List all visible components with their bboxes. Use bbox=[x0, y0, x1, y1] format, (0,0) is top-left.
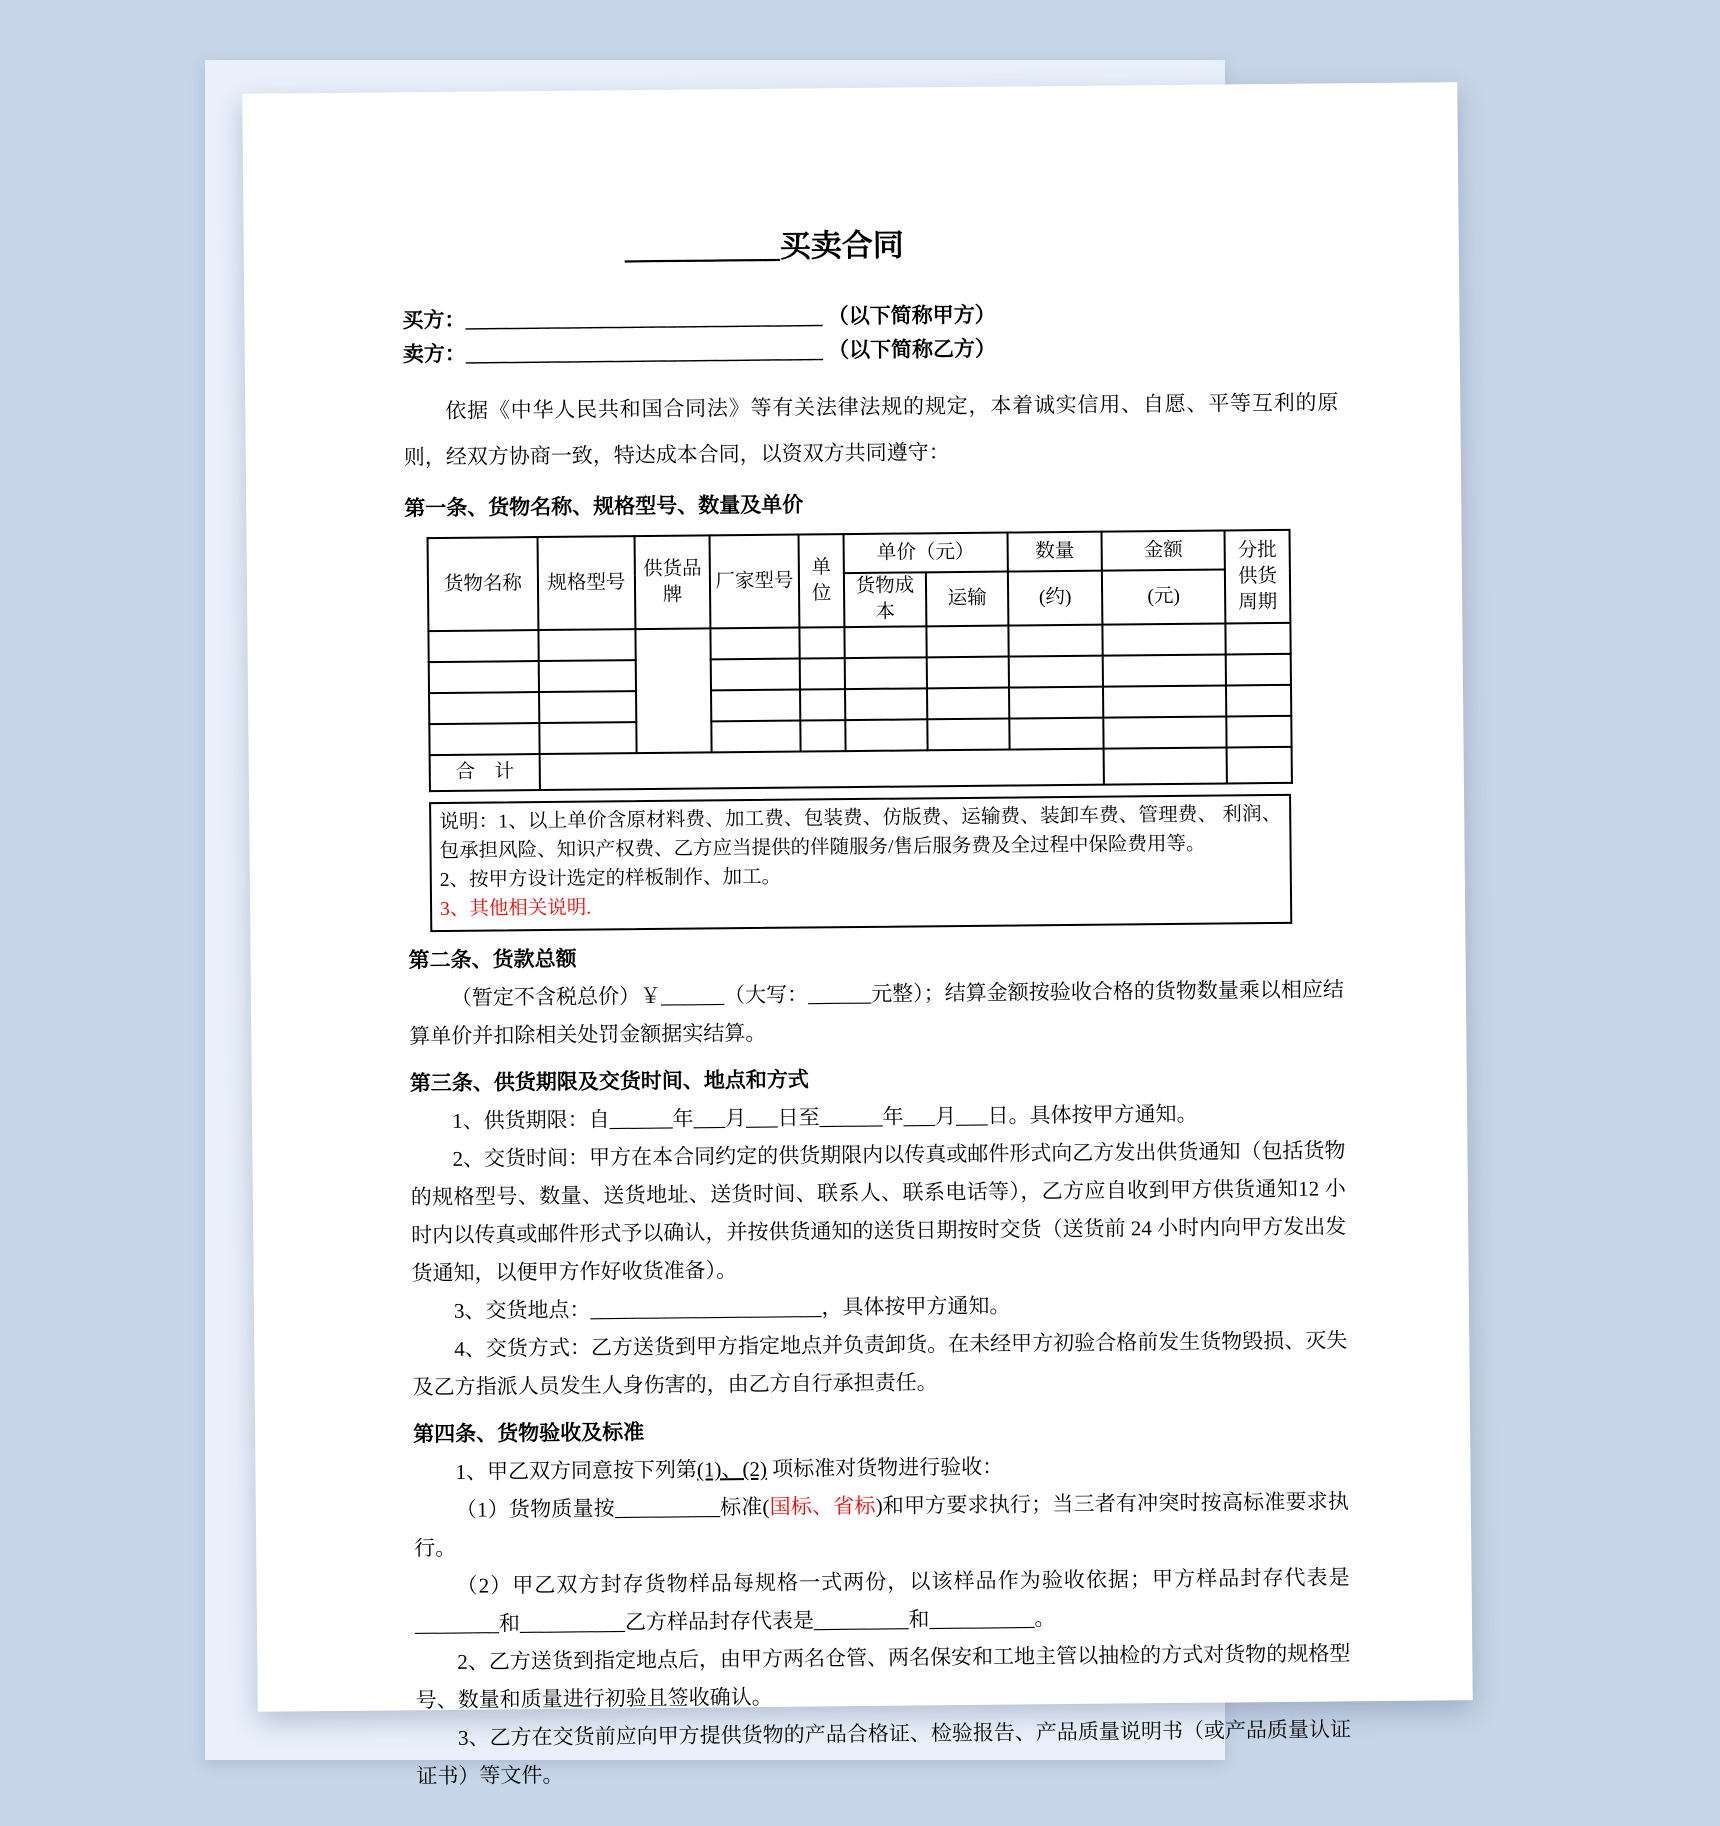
contract-content bbox=[402, 218, 1352, 1795]
total-row-batch-cell bbox=[1227, 747, 1292, 784]
notes-line-2: 2、按甲方设计选定的样板制作、加工。 bbox=[439, 866, 782, 892]
empty-cell bbox=[927, 688, 1009, 720]
intro-paragraph: 依据《中华人民共和国合同法》等有关法律法规的规定，本着诚实信用、自愿、平等互利的原则，经双方协商一致，特达成本合同，以资双方共同遵守： bbox=[403, 390, 1339, 470]
article4-item1-text: 1、甲乙双方同意按下列第 bbox=[455, 1457, 698, 1484]
empty-cell bbox=[1102, 623, 1225, 655]
article4-sub1-text: （1）货物质量按 bbox=[455, 1496, 616, 1522]
empty-cell bbox=[539, 691, 636, 723]
article4-sub1-mid: 标准( bbox=[719, 1494, 770, 1520]
article2-heading: 第二条、货款总额 bbox=[408, 946, 577, 973]
col-header-factory-model: 厂家型号 bbox=[710, 535, 800, 629]
empty-cell bbox=[927, 657, 1009, 689]
empty-cell bbox=[1103, 685, 1226, 717]
buyer-line: 买方：__________________________________ （以下简称甲方） bbox=[402, 302, 996, 333]
col-header-quantity: 数量 bbox=[1008, 532, 1102, 572]
article3-item-3: 3、交货地点：______________________，具体按甲方通知。 bbox=[453, 1293, 1011, 1323]
col-header-goods-name: 货物名称 bbox=[428, 537, 539, 631]
empty-cell bbox=[1225, 623, 1290, 655]
empty-cell bbox=[1009, 718, 1103, 750]
seller-line: 卖方：__________________________________ （以下简称乙方） bbox=[402, 336, 997, 367]
empty-cell bbox=[711, 659, 800, 691]
empty-cell bbox=[429, 723, 539, 755]
table-notes-box bbox=[429, 794, 1292, 932]
col-header-supply-brand: 供货品牌 bbox=[635, 535, 711, 629]
empty-cell bbox=[1009, 656, 1103, 688]
col-header-amount: 金额 bbox=[1102, 530, 1225, 570]
empty-cell bbox=[1226, 654, 1291, 686]
empty-cell bbox=[799, 627, 844, 658]
article3-item-1: 1、供货期限：自______年___月___日至______年___月___日。具体按甲方通知。 bbox=[452, 1101, 1198, 1133]
article4-item1-underlined: (1)、(2) bbox=[696, 1456, 768, 1482]
article3-item-2: 2、交货时间：甲方在本合同约定的供货期限内以传真或邮件形式向乙方发出供货通知（包括货物的规格型号、数量、送货地址、送货时间、联系人、联系电话等），乙方应自收到甲方供货通知12 小时内以传真或邮件形式予以确认，并按供货通知的送货日期按时交货（送货前 24 小时内向甲方发出发货通知，以便甲方作好收货准备）。 bbox=[410, 1138, 1347, 1286]
empty-cell bbox=[800, 689, 845, 720]
article4-sub1-tail: )和甲方要求执行；当三者有冲突时按高标准要求执行。 bbox=[414, 1489, 1349, 1561]
contract-page bbox=[242, 82, 1472, 1789]
total-row-label: 合 计 bbox=[430, 754, 540, 791]
article3-heading: 第三条、供货期限及交货时间、地点和方式 bbox=[409, 1067, 809, 1096]
article1-heading: 第一条、货物名称、规格型号、数量及单价 bbox=[404, 492, 804, 521]
article4-sub-1 bbox=[414, 1482, 1350, 1567]
empty-cell bbox=[800, 720, 845, 751]
empty-cell bbox=[845, 719, 927, 751]
article3-item-4: 4、交货方式：乙方送货到甲方指定地点并负责卸货。在未经甲方初验合格前发生货物毁损、灭失及乙方指派人员发生人身伤害的，由乙方自行承担责任。 bbox=[412, 1328, 1348, 1400]
empty-cell bbox=[711, 690, 800, 722]
article4-item-3: 3、乙方在交货前应向甲方提供货物的产品合格证、检验报告、产品质量说明书（或产品质量认证证书）等文件。 bbox=[416, 1717, 1352, 1789]
empty-cell bbox=[927, 719, 1009, 751]
article4-sub1-red-standards: 国标、省标 bbox=[769, 1493, 876, 1519]
empty-cell bbox=[711, 721, 800, 753]
empty-cell bbox=[845, 657, 927, 689]
total-row-merged-cell bbox=[540, 749, 1104, 790]
empty-cell bbox=[538, 629, 635, 661]
col-header-spec-model: 规格型号 bbox=[538, 536, 636, 630]
quality-standard-blank: __________ bbox=[614, 1495, 721, 1521]
empty-cell bbox=[428, 630, 538, 662]
empty-cell-merged-brand bbox=[635, 628, 711, 753]
notes-line-3-red: 3、其他相关说明. bbox=[440, 897, 592, 921]
empty-cell bbox=[1103, 654, 1226, 686]
empty-cell bbox=[1226, 685, 1291, 717]
empty-cell bbox=[800, 658, 845, 689]
article4-item-2: 2、乙方送货到指定地点后，由甲方两名仓管、两名保安和工地主管以抽检的方式对货物的规格型号、数量和质量进行初验且签收确认。 bbox=[415, 1641, 1351, 1713]
col-header-unit: 单位 bbox=[799, 534, 845, 627]
article4-sub-2: （2）甲乙双方封存货物样品每规格一式两份，以该样品作为验收依据；甲方样品封存代表是________和__________乙方样品封存代表是_________和__________。 bbox=[414, 1565, 1350, 1637]
col-header-transport: 运输 bbox=[926, 572, 1009, 627]
empty-cell bbox=[429, 692, 539, 724]
empty-cell bbox=[1226, 716, 1291, 748]
empty-cell bbox=[539, 722, 636, 754]
empty-cell bbox=[1009, 687, 1103, 719]
col-header-quantity-approx: (约) bbox=[1008, 571, 1103, 626]
notes-line-1: 说明：1、以上单价含原材料费、加工费、包装费、仿版费、运输费、装卸车费、管理费、 利润、包承担风险、知识产权费、乙方应当提供的伴随服务/售后服务费及全过程中保险费用等。 bbox=[439, 803, 1282, 863]
col-header-batch-supply: 分批供货周期 bbox=[1225, 530, 1291, 624]
article4-item1-tail: 项标准对货物进行验收： bbox=[766, 1454, 1004, 1481]
empty-cell bbox=[710, 628, 799, 660]
goods-table bbox=[427, 529, 1293, 792]
col-header-amount-yuan: (元) bbox=[1102, 569, 1226, 624]
empty-cell bbox=[1103, 716, 1226, 748]
article4-heading: 第四条、货物验收及标准 bbox=[413, 1420, 645, 1447]
col-header-goods-cost: 货物成本 bbox=[844, 572, 927, 627]
article2-body: （暂定不含税总价）￥______（大写：______元整）；结算金额按验收合格的货物数量乘以相应结算单价并扣除相关处罚金额据实结算。 bbox=[409, 977, 1345, 1049]
empty-cell bbox=[1008, 625, 1102, 657]
col-header-unit-price: 单价（元） bbox=[844, 533, 1008, 574]
empty-cell bbox=[429, 661, 539, 693]
document-title: __________买卖合同 bbox=[624, 227, 904, 266]
total-row-amount-cell bbox=[1104, 747, 1227, 784]
empty-cell bbox=[845, 688, 927, 720]
empty-cell bbox=[539, 660, 636, 692]
empty-cell bbox=[926, 626, 1008, 658]
empty-cell bbox=[844, 626, 926, 658]
